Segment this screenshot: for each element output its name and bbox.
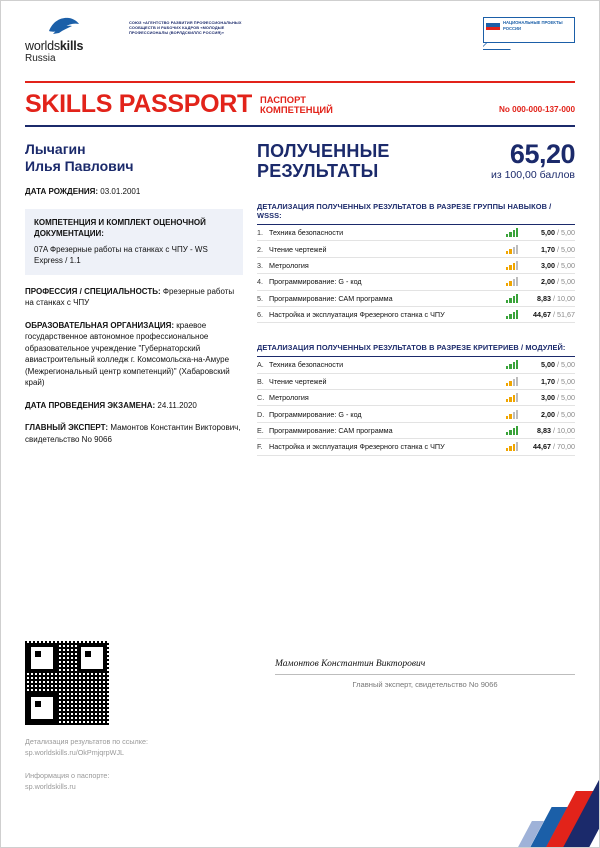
row-name: Настройка и эксплуатация Фрезерного станка с ЧПУ: [269, 306, 503, 322]
russia-flag-icon: [486, 20, 500, 30]
row-score-max: 5,00: [561, 360, 575, 370]
row-score: 2,00 / 5,00: [519, 406, 575, 422]
modules-table: [257, 357, 575, 455]
row-score: 8,83 / 10,00: [519, 422, 575, 438]
table-row: [257, 241, 575, 257]
table-row: [257, 306, 575, 322]
competence-value: 07A Фрезерные работы на станках с ЧПУ - WS Express / 1.1: [34, 244, 208, 265]
document-title: SKILLS PASSPORT: [25, 90, 253, 118]
passport-link-url[interactable]: sp.worldskills.ru: [25, 782, 76, 791]
row-index: 1.: [257, 225, 269, 241]
row-score-value: 1,70: [541, 376, 555, 386]
personal-info-column: [25, 141, 257, 456]
row-score-value: 8,83: [537, 293, 551, 303]
person-first-patronymic: Илья Павлович: [25, 158, 134, 174]
qr-finder-top-right: [77, 643, 107, 673]
brand-subtitle: Russia: [25, 53, 56, 64]
row-name: Программирование: САМ программа: [269, 422, 503, 438]
row-score-max: 51,67: [557, 310, 575, 320]
row-name: Метрология: [269, 257, 503, 273]
detail-link-block: [25, 736, 285, 758]
document-subtitle-line2: КОМПЕТЕНЦИЙ: [260, 104, 333, 115]
row-score-value: 5,00: [541, 360, 555, 370]
birth-date-value: 03.01.2001: [100, 187, 141, 196]
results-title-line1: ПОЛУЧЕННЫЕ: [257, 141, 390, 161]
row-index: 4.: [257, 274, 269, 290]
document-subtitle-line1: ПАСПОРТ: [260, 94, 306, 105]
person-name: [25, 141, 243, 175]
total-score: 65,20: [509, 139, 575, 169]
row-name: Настройка и эксплуатация Фрезерного станка с ЧПУ: [269, 439, 503, 455]
row-index: B.: [257, 373, 269, 389]
level-bars-icon: [503, 290, 519, 306]
level-bars-icon: [503, 257, 519, 273]
row-score: 3,00 / 5,00: [519, 257, 575, 273]
row-name: Чтение чертежей: [269, 241, 503, 257]
row-index: C.: [257, 390, 269, 406]
row-name: Программирование: САМ программа: [269, 290, 503, 306]
table-row: [257, 290, 575, 306]
row-score-max: 5,00: [561, 260, 575, 270]
row-score-value: 44,67: [533, 310, 551, 320]
row-score: 2,00 / 5,00: [519, 274, 575, 290]
birth-date-field: [25, 186, 243, 198]
profession-value: Фрезерные работы на станках с ЧПУ: [25, 286, 235, 307]
signature-block: [275, 641, 575, 725]
level-bars-icon: [503, 390, 519, 406]
row-index: F.: [257, 439, 269, 455]
total-score-max: из 100,00 баллов: [490, 169, 575, 181]
row-score-max: 5,00: [561, 228, 575, 238]
level-bars-icon: [503, 439, 519, 455]
row-score-value: 8,83: [537, 425, 551, 435]
chief-expert-field: [25, 422, 243, 445]
level-bars-icon: [503, 406, 519, 422]
row-score: 3,00 / 5,00: [519, 390, 575, 406]
document-body: [1, 127, 599, 456]
row-score: 44,67 / 51,67: [519, 306, 575, 322]
table-row: [257, 422, 575, 438]
level-bars-icon: [503, 357, 519, 373]
row-index: E.: [257, 422, 269, 438]
row-score: 1,70 / 5,00: [519, 373, 575, 389]
exam-date-field: [25, 400, 243, 412]
row-name: Метрология: [269, 390, 503, 406]
row-name: Чтение чертежей: [269, 373, 503, 389]
row-name: Техника безопасности: [269, 225, 503, 241]
passport-link-block: [25, 770, 285, 792]
table-row: [257, 274, 575, 290]
row-score-max: 5,00: [561, 409, 575, 419]
table-row: [257, 439, 575, 455]
row-index: D.: [257, 406, 269, 422]
row-score: 1,70 / 5,00: [519, 241, 575, 257]
level-bars-icon: [503, 422, 519, 438]
links-area: [25, 736, 285, 804]
organization-label: ОБРАЗОВАТЕЛЬНАЯ ОРГАНИЗАЦИЯ:: [25, 320, 175, 330]
row-score-value: 3,00: [541, 260, 555, 270]
brand-word-bold: kills: [59, 39, 84, 53]
table-row: [257, 390, 575, 406]
row-score-value: 1,70: [541, 244, 555, 254]
row-score-max: 10,00: [557, 293, 575, 303]
row-score-max: 10,00: [557, 425, 575, 435]
row-score-value: 44,67: [533, 442, 551, 452]
modules-section-title: ДЕТАЛИЗАЦИЯ ПОЛУЧЕННЫХ РЕЗУЛЬТАТОВ В РАЗРЕЗЕ КРИТЕРИЕВ / МОДУЛЕЙ:: [257, 343, 575, 357]
signature-area: [25, 641, 575, 725]
organization-value: краевое государственное автономное профессиональное образовательное учреждение "Губернаторский авиастроительный колледж г. Комсомольска-на-Амуре (Межрегиональный центр компетенций)" (Хабаровский край): [25, 320, 230, 387]
row-score-value: 3,00: [541, 393, 555, 403]
row-score: 5,00 / 5,00: [519, 225, 575, 241]
document-header: [1, 1, 599, 81]
title-bar: [1, 83, 599, 125]
signature-line: [275, 674, 575, 675]
detail-link-label: Детализация результатов по ссылке:: [25, 737, 148, 746]
profession-field: [25, 286, 243, 309]
qr-code[interactable]: [25, 641, 109, 725]
total-score-block: [491, 141, 575, 182]
table-row: [257, 225, 575, 241]
national-projects-tail: [483, 43, 575, 51]
worldskills-logo: [25, 15, 117, 64]
birth-date-label: ДАТА РОЖДЕНИЯ:: [25, 187, 99, 196]
competence-label: КОМПЕТЕНЦИЯ И КОМПЛЕКТ ОЦЕНОЧНОЙ ДОКУМЕНТАЦИИ:: [34, 217, 206, 238]
row-name: Программирование: G - код: [269, 406, 503, 422]
qr-finder-top-left: [27, 643, 57, 673]
signature-name: Мамонтов Константин Викторович: [275, 659, 426, 669]
row-score-max: 5,00: [561, 393, 575, 403]
table-row: [257, 373, 575, 389]
results-column: [257, 141, 575, 456]
document-subtitle: [260, 95, 333, 115]
exam-date-label: ДАТА ПРОВЕДЕНИЯ ЭКЗАМЕНА:: [25, 400, 156, 410]
level-bars-icon: [503, 225, 519, 241]
worldskills-hand-icon: [47, 15, 81, 37]
document-number: No 000-000-137-000: [498, 105, 575, 114]
row-score: 44,67 / 70,00: [519, 439, 575, 455]
row-score: 8,83 / 10,00: [519, 290, 575, 306]
row-score-value: 2,00: [541, 277, 555, 287]
row-index: 2.: [257, 241, 269, 257]
row-score-value: 5,00: [541, 228, 555, 238]
profession-label: ПРОФЕССИЯ / СПЕЦИАЛЬНОСТЬ:: [25, 286, 161, 296]
results-title-line2: РЕЗУЛЬТАТЫ: [257, 161, 379, 181]
row-name: Техника безопасности: [269, 357, 503, 373]
row-index: 6.: [257, 306, 269, 322]
results-title: [257, 141, 390, 181]
results-header: [257, 141, 575, 182]
national-projects-logo: [483, 17, 575, 51]
level-bars-icon: [503, 274, 519, 290]
level-bars-icon: [503, 306, 519, 322]
level-bars-icon: [503, 373, 519, 389]
wsss-table: [257, 225, 575, 323]
table-row: [257, 406, 575, 422]
level-bars-icon: [503, 241, 519, 257]
table-row: [257, 357, 575, 373]
row-score-max: 5,00: [561, 376, 575, 386]
competence-box: [25, 209, 243, 275]
row-index: A.: [257, 357, 269, 373]
row-score: 5,00 / 5,00: [519, 357, 575, 373]
organization-field: [25, 320, 243, 389]
worldskills-wordmark: [25, 40, 83, 53]
brand-word-light: worlds: [25, 39, 60, 53]
chief-expert-label: ГЛАВНЫЙ ЭКСПЕРТ:: [25, 423, 109, 432]
signature-caption: Главный эксперт, свидетельство No 9066: [352, 680, 498, 689]
row-name: Программирование: G - код: [269, 274, 503, 290]
row-score-value: 2,00: [541, 409, 555, 419]
row-score-max: 70,00: [557, 442, 575, 452]
wsss-section-title: ДЕТАЛИЗАЦИЯ ПОЛУЧЕННЫХ РЕЗУЛЬТАТОВ В РАЗРЕЗЕ ГРУППЫ НАВЫКОВ / WSSS:: [257, 202, 575, 225]
chief-expert-value: Мамонтов Константин Викторович, свидетельство No 9066: [25, 423, 241, 444]
corner-decoration: [449, 727, 599, 847]
row-index: 5.: [257, 290, 269, 306]
detail-link-url[interactable]: sp.worldskills.ru/OkPmjqrpWJL: [25, 748, 125, 757]
person-last-name: Лычагин: [25, 141, 86, 157]
national-projects-label: НАЦИОНАЛЬНЫЕ ПРОЕКТЫ РОССИИ: [503, 20, 563, 31]
qr-finder-bottom-left: [27, 693, 57, 723]
row-index: 3.: [257, 257, 269, 273]
exam-date-value: 24.11.2020: [155, 400, 197, 410]
table-row: [257, 257, 575, 273]
row-score-max: 5,00: [561, 244, 575, 254]
passport-link-label: Информация о паспорте:: [25, 771, 110, 780]
row-score-max: 5,00: [561, 277, 575, 287]
union-title: СОЮЗ «АГЕНТСТВО РАЗВИТИЯ ПРОФЕССИОНАЛЬНЫХ СООБЩЕСТВ И РАБОЧИХ КАДРОВ «МОЛОДЫЕ ПРОФЕССИОНАЛЫ (ВОРЛДСКИЛЛС РОССИЯ)»: [129, 20, 242, 36]
